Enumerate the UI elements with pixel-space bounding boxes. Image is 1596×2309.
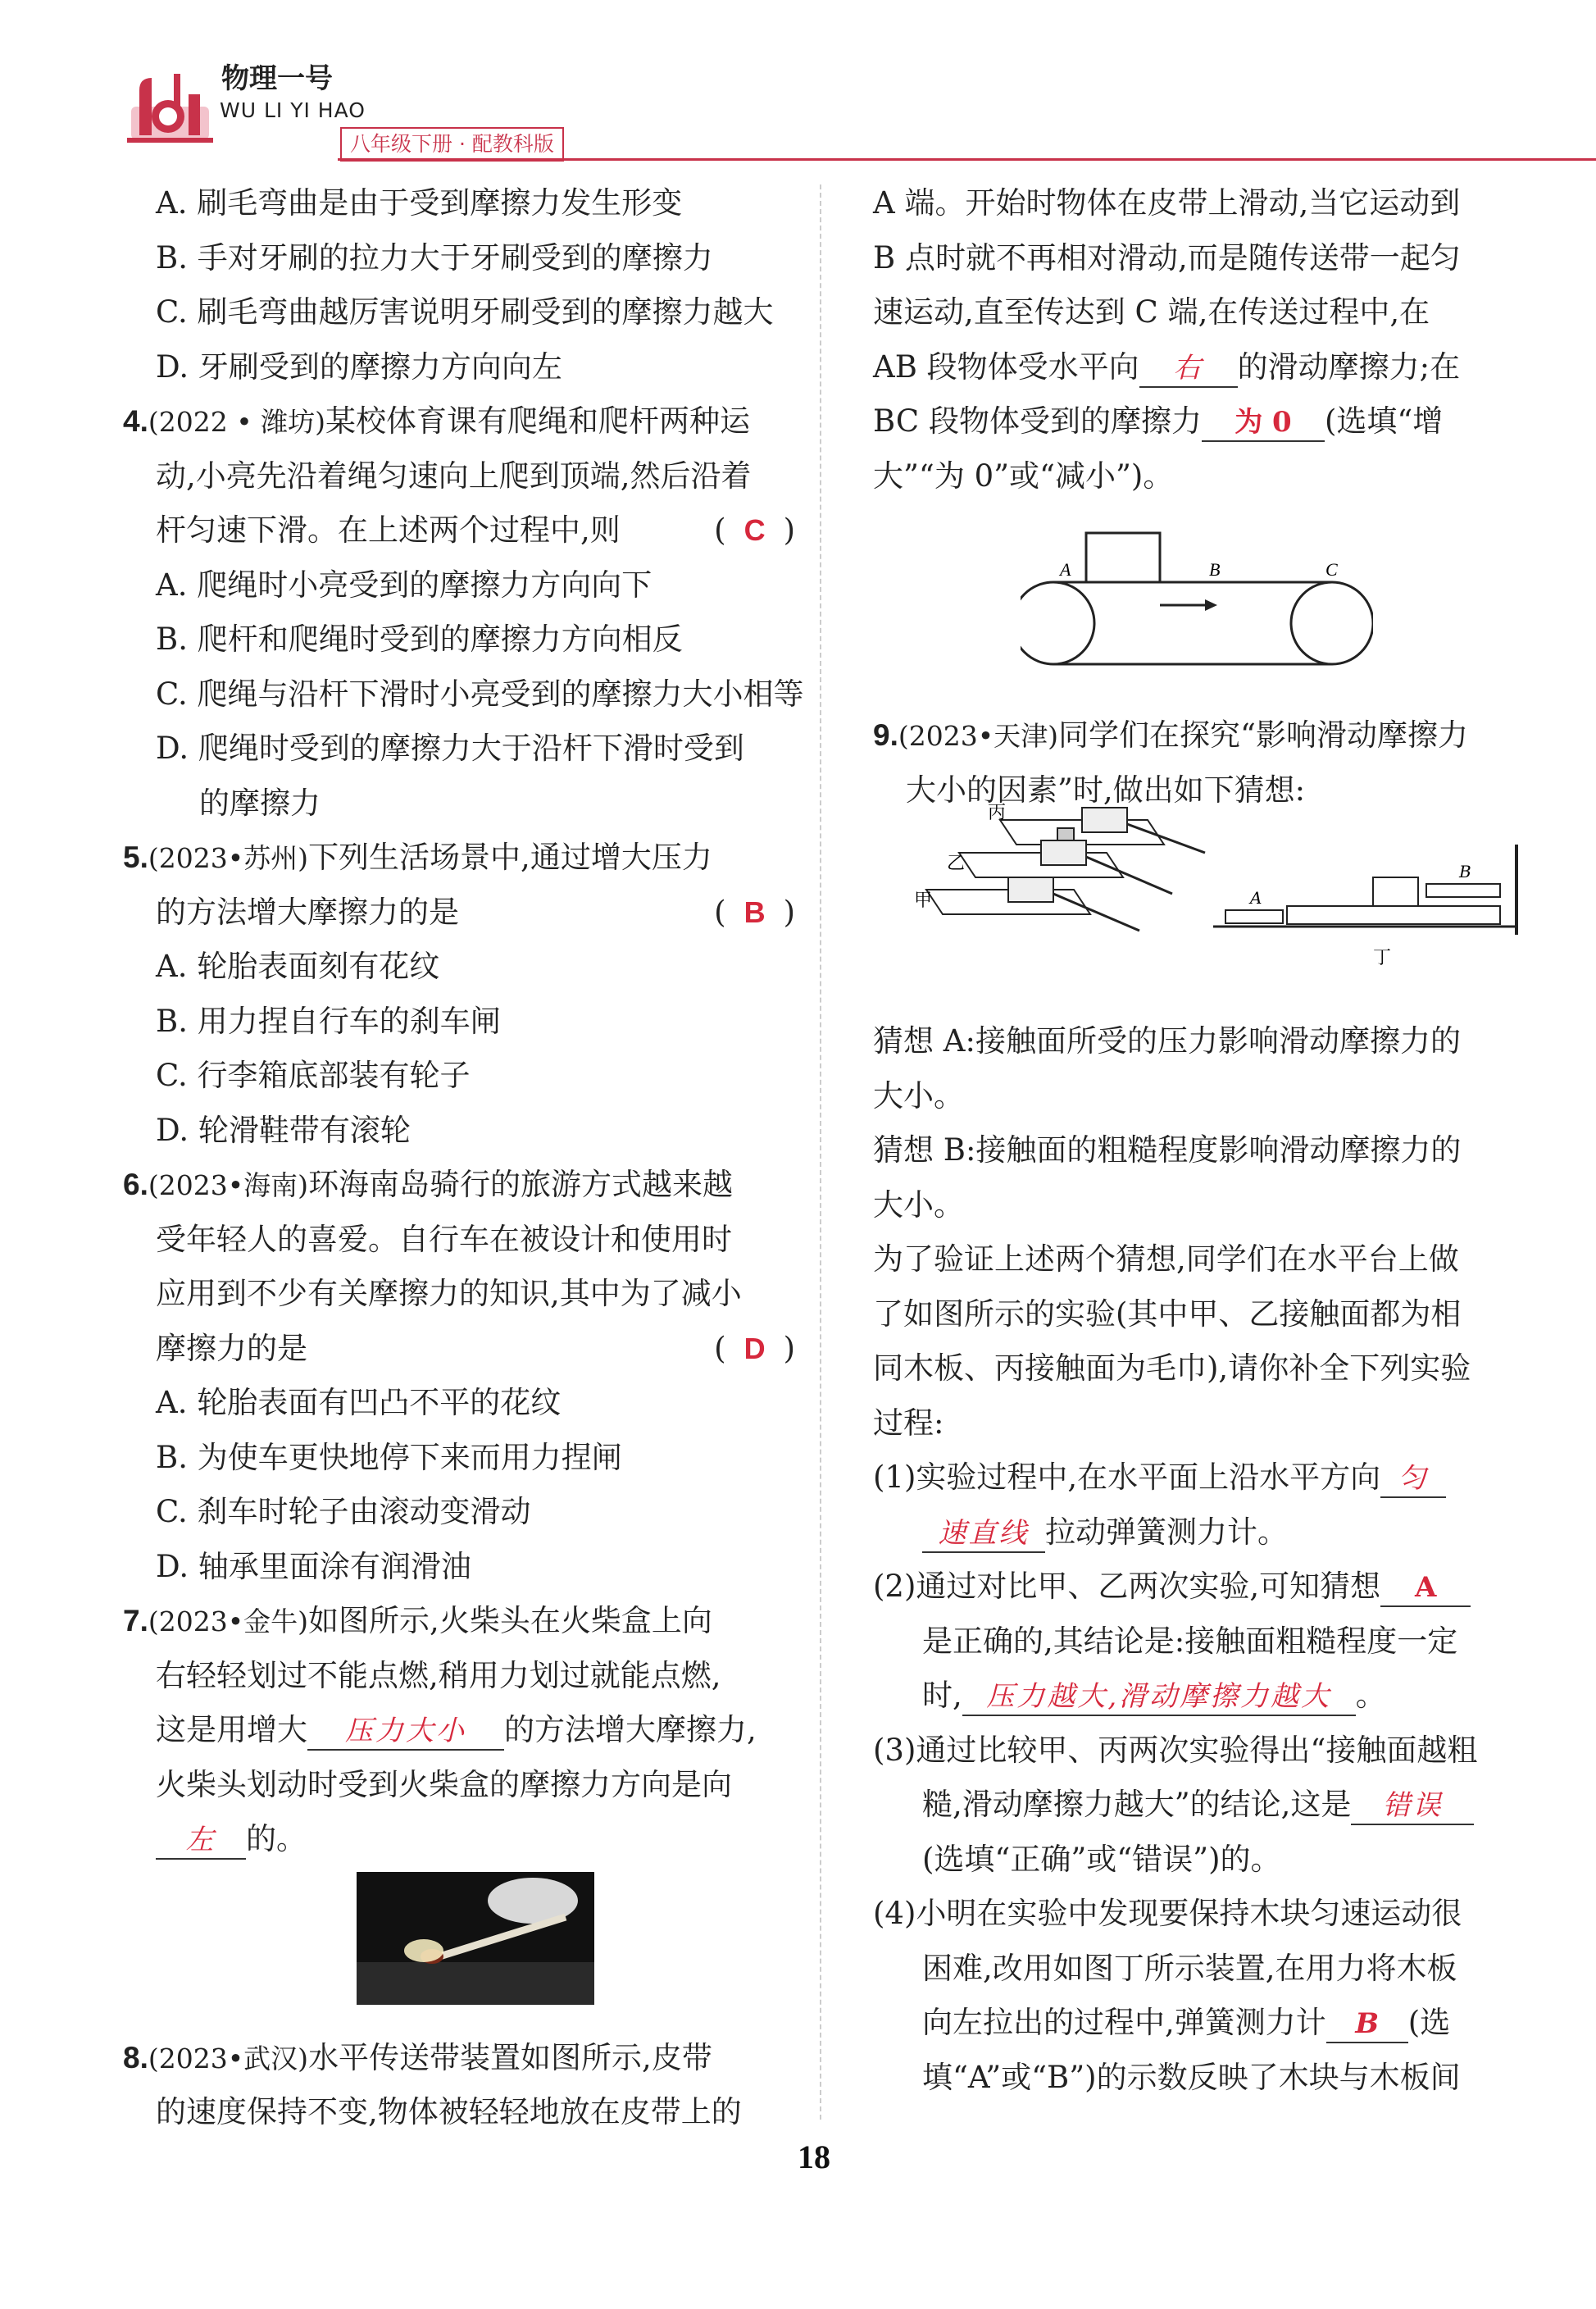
brand-title: 物理一号 xyxy=(221,62,333,95)
q6-source: (2023•海南) xyxy=(148,1169,309,1201)
q9-step2-blank: A xyxy=(1380,1569,1471,1607)
conveyor-belt-diagram xyxy=(1021,525,1373,676)
q6-stem-line: 受年轻人的喜爱。自行车在被设计和使用时 xyxy=(156,1221,732,1257)
q9-guess-a: 猜想 A:接触面所受的压力影响滑动摩擦力的 xyxy=(873,1023,1461,1059)
q6-stem-line: 6.(2023•海南)环海南岛骑行的旅游方式越来越 xyxy=(123,1167,734,1202)
q9-stem-line: 9.(2023•天津)同学们在探究“影响滑动摩擦力 xyxy=(873,717,1468,753)
q9-step-2: (2)通过对比甲、乙两次实验,可知猜想 A xyxy=(873,1560,1521,1614)
q5-number: 5. xyxy=(123,840,148,874)
q8-cont-line: AB 段物体受水平向 右 的滑动摩擦力;在 xyxy=(873,340,1521,395)
match-striking-photo xyxy=(357,1872,594,2005)
q9-step4-blank: B xyxy=(1326,2006,1408,2043)
label-bing: 丙 xyxy=(988,803,1007,823)
q9-step-3-cont: (选填“正确”或“错误”)的。 xyxy=(922,1841,1281,1877)
label-ding: 丁 xyxy=(1373,948,1392,968)
q8-cont-line: B 点时就不再相对滑动,而是随传送带一起匀 xyxy=(873,239,1461,276)
q4-number: 4. xyxy=(123,404,148,438)
q6-option-b: B. 为使车更快地停下来而用力捏闸 xyxy=(156,1439,622,1475)
q9-step-4-cont: 困难,改用如图丁所示装置,在用力将木板 xyxy=(922,1950,1457,1986)
match-flame-icon xyxy=(357,1872,594,2005)
q9-step-1-cont: 速直线 拉动弹簧测力计。 xyxy=(873,1505,1521,1560)
q7-blank-2: 左 xyxy=(156,1822,246,1860)
q3-option-d: D. 牙刷受到的摩擦力方向向左 xyxy=(156,348,562,385)
q5-option-a: A. 轮胎表面刻有花纹 xyxy=(156,949,440,984)
left-pulley-icon xyxy=(1021,582,1094,664)
q6-stem-line: 应用到不少有关摩擦力的知识,其中为了减小 xyxy=(156,1276,742,1311)
q4-option-b: B. 爬杆和爬绳时受到的摩擦力方向相反 xyxy=(156,622,683,657)
q9-step-4-cont: 填“A”或“B”)的示数反映了木块与木板间 xyxy=(922,2059,1461,2095)
q9-step-3: (3)通过比较甲、丙两次实验得出“接触面越粗 xyxy=(873,1732,1478,1768)
q9-step3-blank: 错误 xyxy=(1351,1788,1474,1825)
q7-blank-1: 压力大小 xyxy=(307,1713,504,1751)
q9-guess-a-cont: 大小。 xyxy=(873,1077,964,1114)
q9-step1-blank-b: 速直线 xyxy=(922,1515,1045,1553)
q7-source: (2023•金牛) xyxy=(148,1605,309,1637)
right-pulley-icon xyxy=(1291,582,1373,664)
q9-step-2-cont: 时, 压力越大,滑动摩擦力越大 。 xyxy=(873,1669,1521,1724)
q8-cont-line: A 端。开始时物体在皮带上滑动,当它运动到 xyxy=(873,185,1461,221)
q4-answer: C xyxy=(743,513,766,547)
q6-number: 6. xyxy=(123,1168,148,1201)
q9-step-3-cont: 糙,滑动摩擦力越大”的结论,这是 错误 xyxy=(873,1778,1521,1833)
label-yi: 乙 xyxy=(947,854,966,874)
label-spring-a: A xyxy=(1250,888,1262,908)
brand-pinyin: WU LI YI HAO xyxy=(220,98,366,122)
q4-stem-line: 动,小亮先沿着绳匀速向上爬到顶端,然后沿着 xyxy=(156,458,752,494)
q6-option-c: C. 刹车时轮子由滚动变滑动 xyxy=(156,1494,531,1529)
q4-answer-bracket: ( C ) xyxy=(714,503,795,558)
q6-answer: D xyxy=(743,1331,766,1365)
q8-blank-2: 为 0 xyxy=(1202,404,1325,442)
setup-bing xyxy=(988,803,1205,853)
q9-step1-blank-a: 匀 xyxy=(1380,1460,1446,1498)
q5-stem-line: 的方法增大摩擦力的是 ( B ) xyxy=(123,886,795,940)
q8-cont-line: 大”“为 0”或“减小”)。 xyxy=(873,458,1174,494)
q5-answer-bracket: ( B ) xyxy=(714,886,795,940)
q9-step-2-cont: 是正确的,其结论是:接触面粗糙程度一定 xyxy=(922,1623,1458,1659)
q6-option-d: D. 轴承里面涂有润滑油 xyxy=(156,1548,471,1584)
header-rule xyxy=(338,158,1596,161)
q5-stem-line: 5.(2023•苏州)下列生活场景中,通过增大压力 xyxy=(123,840,712,875)
q3-option-a: A. 刷毛弯曲是由于受到摩擦力发生形变 xyxy=(156,185,683,221)
q7-stem-line: 火柴头划动时受到火柴盒的摩擦力方向是向 xyxy=(156,1766,732,1802)
q9-step2-blank-2: 压力越大,滑动摩擦力越大 xyxy=(962,1678,1356,1716)
block-icon xyxy=(1086,533,1160,582)
grade-badge: 八年级下册 · 配教科版 xyxy=(340,127,564,162)
q4-stem-line: 4.(2022 • 潍坊)某校体育课有爬绳和爬杆两种运 xyxy=(123,403,751,439)
setup-jia xyxy=(914,877,1139,931)
q5-answer: B xyxy=(743,895,766,929)
point-b-label: B xyxy=(1209,559,1221,580)
q4-stem-line: 杆匀速下滑。在上述两个过程中,则 ( C ) xyxy=(123,503,795,558)
q7-stem-line: 7.(2023•金牛)如图所示,火柴头在火柴盒上向 xyxy=(123,1603,712,1638)
column-divider xyxy=(820,184,821,2120)
setup-ding xyxy=(1213,845,1516,968)
q9-step-4-cont: 向左拉出的过程中,弹簧测力计 B (选 xyxy=(873,1996,1521,2051)
q9-para: 为了验证上述两个猜想,同学们在水平台上做 xyxy=(873,1241,1459,1277)
q8-blank-1: 右 xyxy=(1139,350,1238,388)
q8-number: 8. xyxy=(123,2040,148,2074)
q9-stem-line: 大小的因素”时,做出如下猜想: xyxy=(906,772,1306,808)
q8-stem-line: 8.(2023•武汉)水平传送带装置如图所示,皮带 xyxy=(123,2039,712,2075)
q4-option-c: C. 爬绳与沿杆下滑时小亮受到的摩擦力大小相等 xyxy=(156,676,804,712)
q8-source: (2023•武汉) xyxy=(148,2042,309,2074)
q7-number: 7. xyxy=(123,1604,148,1637)
q4-option-d-cont: 的摩擦力 xyxy=(199,785,321,821)
q7-stem-line: 右轻轻划过不能点燃,稍用力划过就能点燃, xyxy=(156,1657,721,1693)
q6-answer-bracket: ( D ) xyxy=(714,1322,795,1377)
q6-option-a: A. 轮胎表面有凹凸不平的花纹 xyxy=(156,1385,562,1420)
q4-option-d: D. 爬绳时受到的摩擦力大于沿杆下滑时受到 xyxy=(156,731,744,766)
page-number: 18 xyxy=(798,2138,830,2175)
lab-flask-logo-icon xyxy=(123,57,213,148)
q9-para: 同木板、丙接触面为毛巾),请你补全下列实验 xyxy=(873,1350,1471,1386)
left-column xyxy=(123,176,804,2140)
q9-para: 了如图所示的实验(其中甲、乙接触面都为相 xyxy=(873,1296,1462,1332)
q8-cont-line: BC 段物体受到的摩擦力 为 0 (选填“增 xyxy=(873,394,1521,449)
label-spring-b: B xyxy=(1459,862,1471,881)
q5-option-d: D. 轮滑鞋带有滚轮 xyxy=(156,1112,411,1148)
q8-cont-line: 速运动,直至传达到 C 端,在传送过程中,在 xyxy=(873,294,1430,330)
q9-guess-b-cont: 大小。 xyxy=(873,1186,964,1223)
point-a-label: A xyxy=(1060,559,1071,580)
label-jia: 甲 xyxy=(914,890,933,911)
friction-experiment-diagram xyxy=(902,795,1541,980)
point-c-label: C xyxy=(1325,559,1338,580)
q5-option-b: B. 用力捏自行车的刹车闸 xyxy=(156,1003,501,1039)
q7-stem-line: 左 的。 xyxy=(123,1812,795,1867)
q7-stem-line: 这是用增大 压力大小 的方法增大摩擦力, xyxy=(123,1703,795,1758)
q5-option-c: C. 行李箱底部装有轮子 xyxy=(156,1058,471,1093)
page-header xyxy=(123,49,1596,156)
q6-stem-line: 摩擦力的是 ( D ) xyxy=(123,1322,795,1377)
q8-stem-line: 的速度保持不变,物体被轻轻地放在皮带上的 xyxy=(156,2094,742,2129)
q4-source: (2022 • 潍坊) xyxy=(148,406,326,438)
q9-para: 过程: xyxy=(873,1405,944,1441)
q5-source: (2023•苏州) xyxy=(148,842,309,874)
q3-option-c: C. 刷毛弯曲越厉害说明牙刷受到的摩擦力越大 xyxy=(156,294,774,330)
q3-option-b: B. 手对牙刷的拉力大于牙刷受到的摩擦力 xyxy=(156,239,713,276)
q9-number: 9. xyxy=(873,718,898,752)
q9-guess-b: 猜想 B:接触面的粗糙程度影响滑动摩擦力的 xyxy=(873,1132,1462,1168)
q4-option-a: A. 爬绳时小亮受到的摩擦力方向向下 xyxy=(156,567,652,603)
q9-step-1: (1)实验过程中,在水平面上沿水平方向 匀 xyxy=(873,1451,1521,1505)
right-column xyxy=(873,176,1521,2105)
q9-step-4: (4)小明在实验中发现要保持木块匀速运动很 xyxy=(873,1896,1462,1931)
q9-source: (2023•天津) xyxy=(898,720,1059,752)
